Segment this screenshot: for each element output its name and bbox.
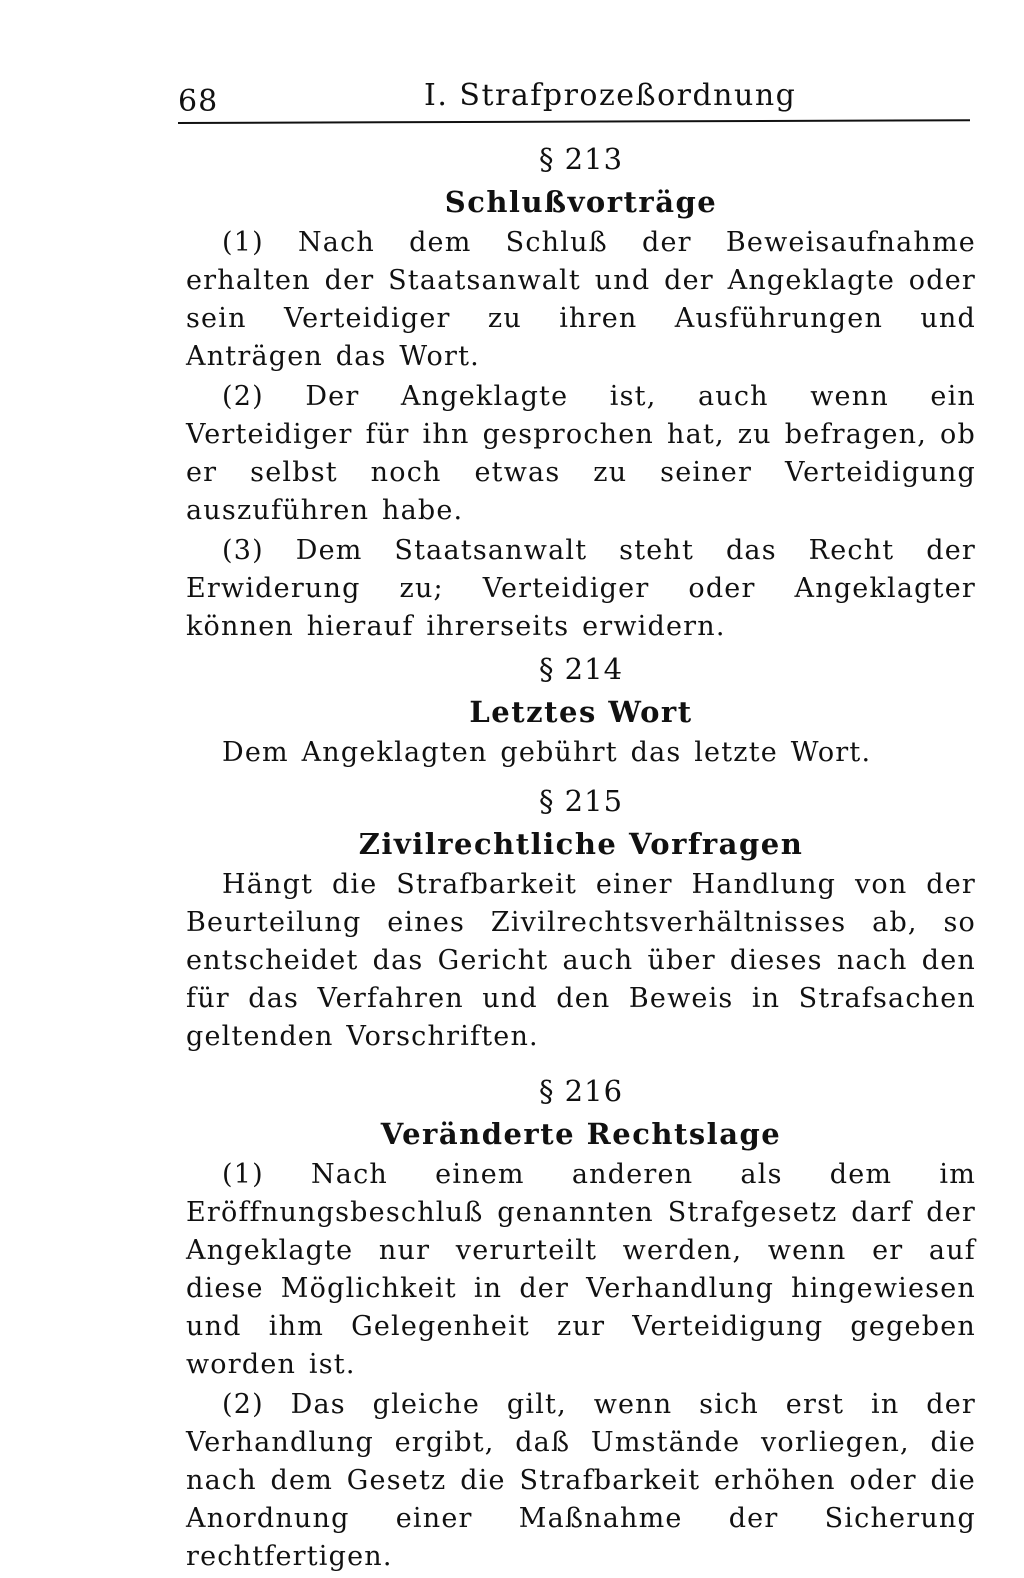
page-number: 68	[178, 84, 219, 119]
section-number: § 215	[538, 784, 624, 818]
section-number: § 216	[538, 1074, 624, 1108]
section-215	[186, 780, 976, 1056]
section-213	[186, 138, 976, 646]
paragraph: (2) Der Angeklagte ist, auch wenn ein Verteidiger für ihn gesprochen hat, zu befragen, ob er selbst noch etwas zu seiner Verteidigung auszuführen habe.	[186, 381, 976, 526]
paragraph: Hängt die Strafbarkeit einer Handlung von der Beurteilung eines Zivilrechtsverhältnisses ab, so entscheidet das Gericht auch über dieses nach den für das Verfahren und den Beweis in Strafsachen geltenden Vorschriften.	[186, 869, 976, 1052]
paragraph: Dem Angeklagten gebührt das letzte Wort.	[222, 737, 872, 768]
section-title: Letztes Wort	[469, 695, 693, 729]
section-216	[186, 1070, 976, 1576]
section-number: § 213	[538, 142, 624, 176]
paragraph: (1) Nach dem Schluß der Beweisaufnahme erhalten der Staatsanwalt und der Angeklagte oder sein Verteidiger zu ihren Ausführungen und Anträgen das Wort.	[186, 227, 976, 372]
section-title: Zivilrechtliche Vorfragen	[358, 827, 804, 861]
paragraph: (3) Dem Staatsanwalt steht das Recht der Erwiderung zu; Verteidiger oder Angeklagter können hierauf ihrerseits erwidern.	[186, 535, 976, 642]
paragraph: (1) Nach einem anderen als dem im Eröffnungsbeschluß genannten Strafgesetz darf der Angeklagte nur verurteilt werden, wenn er auf diese Möglichkeit in der Verhandlung hingewiesen und ihm Gelegenheit zur Verteidigung gegeben worden ist.	[186, 1159, 976, 1380]
section-214	[186, 648, 976, 772]
paragraph: (2) Das gleiche gilt, wenn sich erst in der Verhandlung ergibt, daß Umstände vorliegen, die nach dem Gesetz die Strafbarkeit erhöhen oder die Anordnung einer Maßnahme der Sicherung rechtfertigen.	[186, 1389, 976, 1572]
section-title: Veränderte Rechtslage	[380, 1117, 782, 1151]
section-number: § 214	[538, 652, 624, 686]
page-body	[186, 138, 976, 1578]
running-title: I. Strafprozeßordnung	[424, 78, 797, 113]
section-title: Schlußvorträge	[444, 185, 718, 219]
page-header	[178, 72, 970, 122]
